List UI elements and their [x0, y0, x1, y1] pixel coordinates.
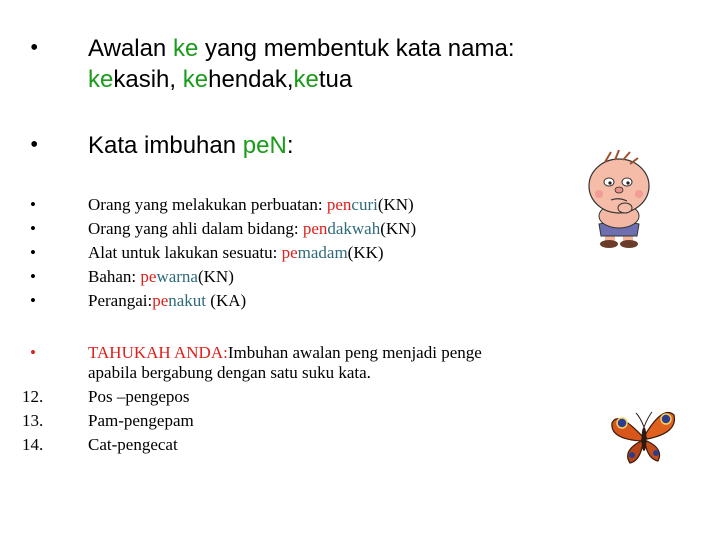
list-item-text — [88, 243, 628, 263]
prefix-ke: ke — [182, 66, 209, 93]
item-number: 12. — [22, 387, 44, 406]
item-kata-imbuhan-text — [88, 130, 628, 161]
bullet: • — [30, 267, 36, 286]
root-word: madam — [297, 243, 348, 262]
word-class: (KN) — [197, 267, 234, 286]
text-segment: Bahan: — [88, 267, 141, 286]
text-segment: : — [286, 132, 294, 159]
prefix: pen — [302, 219, 328, 238]
word-class: (KN) — [380, 219, 417, 238]
item-number: 13. — [22, 411, 44, 430]
list-item-text — [88, 267, 628, 287]
note-label: TAHUKAH ANDA: — [88, 343, 228, 362]
bullet: • — [30, 195, 36, 214]
bullet: • — [30, 291, 36, 310]
prefix-ke: ke — [88, 66, 114, 93]
item-text: Pos –pengepos — [88, 387, 190, 406]
butterfly-icon — [608, 405, 678, 470]
bullet: • — [30, 243, 36, 262]
text-segment: hendak, — [208, 66, 294, 93]
text-segment: Orang yang ahli dalam bidang: — [88, 219, 303, 238]
root-word: nakut — [168, 291, 207, 310]
root-word: curi — [351, 195, 378, 214]
text-segment: tua — [318, 66, 353, 93]
bullet: • — [30, 132, 39, 158]
list-item-text — [88, 195, 628, 215]
text-segment: yang membentuk kata nama: — [198, 35, 515, 62]
text-segment: Imbuhan awalan peng menjadi penge — [227, 343, 482, 362]
word-class: (KK) — [347, 243, 384, 262]
prefix: pen — [326, 195, 352, 214]
text-segment: apabila bergabung dengan satu suku kata. — [88, 363, 371, 382]
text-segment: Alat untuk lakukan sesuatu: — [88, 243, 282, 262]
word-class: (KA) — [206, 291, 247, 310]
bullet: • — [30, 219, 36, 238]
prefix: pe — [281, 243, 298, 262]
text-segment: Awalan — [88, 35, 173, 62]
prefix: pe — [152, 291, 169, 310]
text-segment: Perangai: — [88, 291, 153, 310]
word-class: (KN) — [377, 195, 414, 214]
note-text — [88, 343, 628, 383]
bullet: • — [30, 35, 39, 61]
root-word: dakwah — [327, 219, 381, 238]
prefix: pe — [140, 267, 157, 286]
text-segment: kasih, — [113, 66, 183, 93]
list-item-text — [88, 219, 628, 239]
root-word: warna — [156, 267, 198, 286]
prefix-ke: ke — [172, 35, 199, 62]
item-text: Cat-pengecat — [88, 435, 178, 454]
prefix-pen: peN — [242, 132, 287, 159]
item-text: Pam-pengepam — [88, 411, 194, 430]
list-item-text — [88, 291, 628, 311]
item-awalan-ke-text — [88, 33, 628, 95]
text-segment: Kata imbuhan — [88, 132, 243, 159]
bullet: • — [30, 343, 36, 362]
item-number: 14. — [22, 435, 44, 454]
prefix-ke: ke — [293, 66, 319, 93]
text-segment: Orang yang melakukan perbuatan: — [88, 195, 327, 214]
thinking-boy-icon — [575, 150, 665, 250]
